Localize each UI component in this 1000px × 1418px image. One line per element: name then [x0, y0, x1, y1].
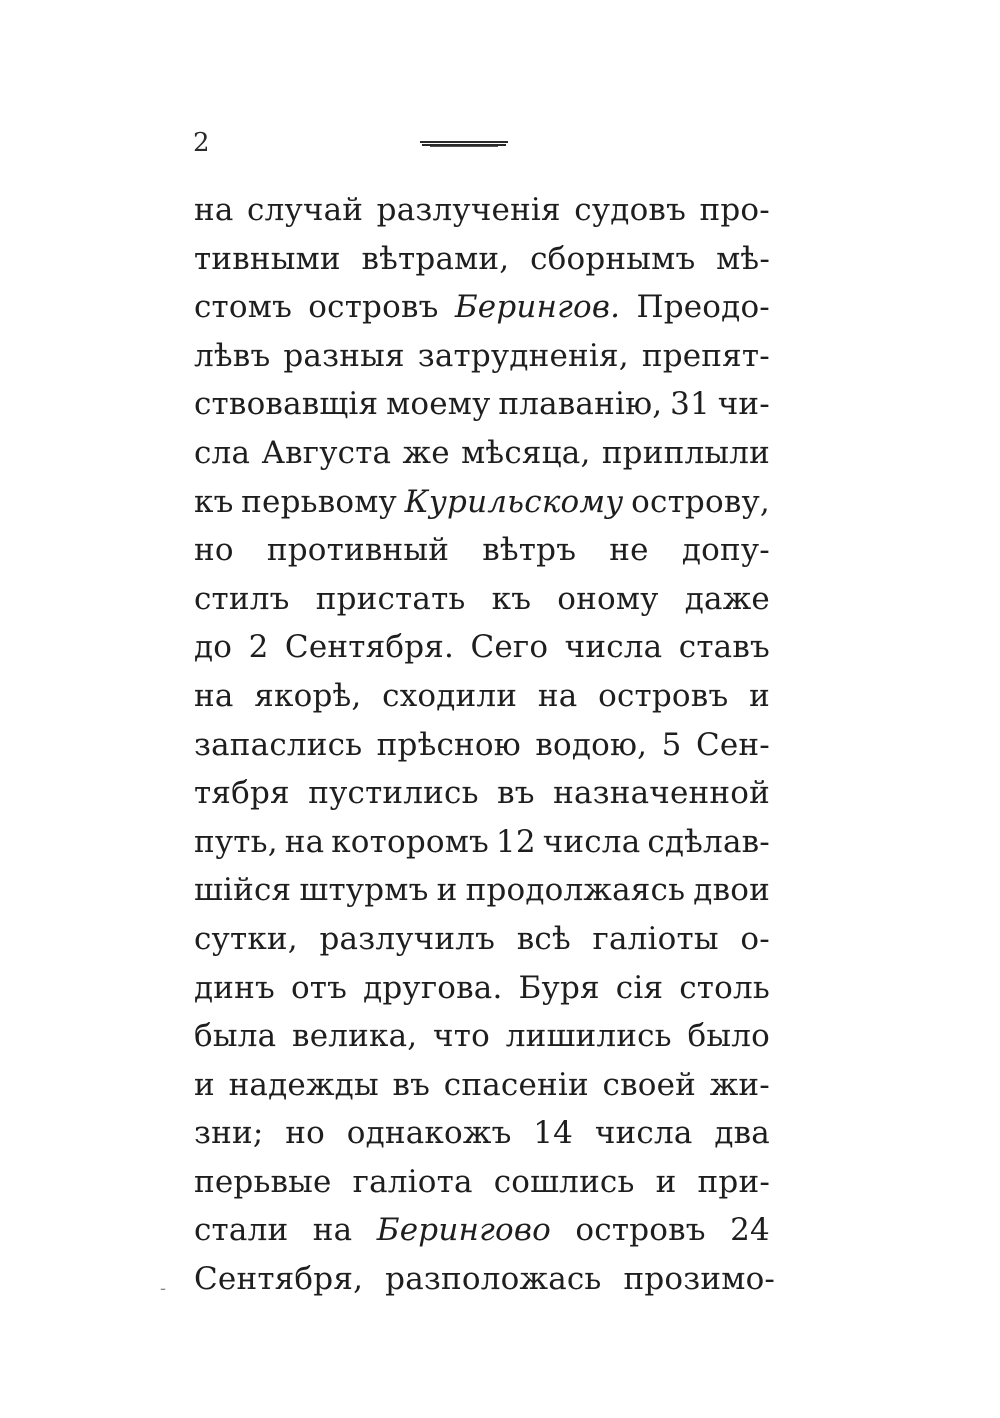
word: Курильскому: [404, 483, 624, 520]
text-line: [194, 866, 770, 915]
page-number: 2: [193, 128, 210, 158]
word: къ: [491, 580, 532, 617]
word: чи-: [717, 386, 770, 423]
word: и: [436, 872, 458, 909]
text-line: [194, 1061, 770, 1110]
word: два: [714, 1115, 770, 1152]
word: числа: [594, 1115, 693, 1152]
word: водою,: [535, 726, 648, 763]
word: разлученія: [376, 192, 561, 228]
text-line: [194, 478, 770, 527]
text-line: [194, 1158, 770, 1207]
word: но: [285, 1115, 325, 1152]
text-line: [194, 672, 770, 721]
word: и: [655, 1163, 677, 1200]
word: сдѣлав-: [647, 823, 770, 860]
word: Сен-: [695, 726, 770, 763]
text-line: [194, 1012, 770, 1061]
margin-mark: -: [160, 1278, 167, 1299]
word: динъ: [194, 969, 275, 1006]
word: которомъ: [331, 823, 489, 860]
word: на: [312, 1212, 353, 1249]
text-line: [194, 1109, 770, 1158]
word: пристать: [315, 580, 466, 617]
word: сборнымъ: [530, 240, 696, 277]
word: велика,: [292, 1018, 418, 1055]
word: случай: [247, 192, 364, 228]
word: затрудненія,: [417, 337, 629, 374]
word: и: [749, 677, 770, 714]
header-ornament: [420, 140, 508, 148]
word: ставъ: [678, 629, 770, 666]
word: плаванію,: [498, 386, 663, 423]
word: однакожъ: [346, 1115, 512, 1152]
word: числа: [564, 629, 663, 666]
text-line: [194, 964, 770, 1013]
word: продолжаясь: [465, 872, 686, 909]
word: Сего: [470, 629, 549, 666]
word: Берингов.: [454, 289, 621, 326]
text-line: [194, 915, 770, 964]
word: Буря: [518, 969, 600, 1006]
word: отъ: [290, 969, 348, 1006]
word: вѣтрами,: [361, 240, 510, 277]
text-line: [194, 235, 770, 284]
word: Сентября.: [284, 629, 455, 666]
body-text: [194, 186, 776, 1304]
word: приплыли: [601, 434, 770, 471]
word: сія: [615, 969, 664, 1006]
word: числа: [542, 823, 641, 860]
word: и: [194, 1066, 215, 1103]
word: мѣ-: [716, 240, 770, 277]
word: перьвые: [194, 1163, 332, 1200]
word: Августа: [261, 434, 392, 471]
word: была: [194, 1018, 277, 1055]
word: галіота: [352, 1163, 473, 1200]
word: зни;: [194, 1115, 264, 1152]
word: что: [433, 1018, 490, 1055]
word: въ: [497, 775, 535, 812]
word: 2: [248, 629, 269, 666]
word: жи-: [709, 1066, 770, 1103]
word: островъ: [575, 1212, 706, 1249]
word: про-: [699, 192, 770, 228]
word: мѣсяца,: [461, 434, 591, 471]
text-line: [194, 575, 770, 624]
word: ствовавщія: [194, 386, 379, 423]
text-line: [194, 283, 770, 332]
word: прѣсною: [376, 726, 521, 763]
text-line: [194, 1206, 770, 1255]
word: оному: [557, 580, 659, 617]
word: Сентября,: [194, 1261, 364, 1298]
word: 24: [730, 1212, 770, 1249]
word: не: [609, 532, 649, 569]
word: на: [194, 192, 234, 228]
word: якорѣ,: [254, 677, 362, 714]
word: стилъ: [194, 580, 290, 617]
word: сошлись: [493, 1163, 635, 1200]
text-line: [194, 429, 770, 478]
word: галіоты: [592, 920, 719, 957]
word: надежды: [228, 1066, 379, 1103]
word: 12: [495, 823, 536, 860]
word: сутки,: [194, 920, 298, 957]
word: тября: [194, 775, 290, 812]
word: лѣвъ: [194, 337, 271, 374]
word: островъ: [308, 289, 439, 326]
word: столь: [679, 969, 770, 1006]
text-line: [194, 1255, 776, 1304]
word: 5: [661, 726, 682, 763]
word: Берингово: [376, 1212, 551, 1249]
word: допу-: [681, 532, 770, 569]
word: 31: [670, 386, 710, 423]
word: до: [194, 629, 233, 666]
word: вѣтръ: [482, 532, 577, 569]
word: Преодо-: [636, 289, 770, 326]
word: спасеніи: [443, 1066, 589, 1103]
word: двои: [693, 872, 770, 909]
word: на: [284, 823, 325, 860]
word: шійся: [194, 872, 292, 909]
text-line: [194, 818, 770, 867]
text-line: [194, 380, 770, 429]
word: на: [194, 677, 234, 714]
word: 14: [533, 1115, 574, 1152]
word: на: [537, 677, 578, 714]
word: своей: [602, 1066, 697, 1103]
word: всѣ: [516, 920, 571, 957]
word: стали: [194, 1212, 289, 1249]
word: разлучилъ: [319, 920, 496, 957]
word: прозимо-: [623, 1261, 776, 1298]
word: лишились: [505, 1018, 672, 1055]
text-line: [194, 623, 770, 672]
word: тивными: [194, 240, 341, 277]
word: даже: [684, 580, 770, 617]
word: другова.: [363, 969, 503, 1006]
word: сла: [194, 434, 251, 471]
word: же: [402, 434, 450, 471]
word: препят-: [641, 337, 770, 374]
word: назначенной: [553, 775, 770, 812]
word: перьвому: [241, 483, 397, 520]
word: запаслись: [194, 726, 363, 763]
text-line: [194, 769, 770, 818]
word: островъ: [598, 677, 729, 714]
word: судовъ: [574, 192, 687, 228]
text-line: [194, 721, 770, 770]
word: разныя: [283, 337, 405, 374]
word: острову,: [631, 483, 770, 520]
word: къ: [194, 483, 234, 520]
text-line: [194, 332, 770, 381]
word: было: [687, 1018, 770, 1055]
text-line: [194, 526, 770, 575]
text-line: [194, 186, 770, 235]
word: моему: [386, 386, 491, 423]
word: въ: [392, 1066, 431, 1103]
word: но: [194, 532, 234, 569]
word: о-: [740, 920, 770, 957]
word: сходили: [382, 677, 518, 714]
word: противный: [266, 532, 450, 569]
word: стомъ: [194, 289, 293, 326]
word: разположась: [385, 1261, 602, 1298]
word: штурмъ: [299, 872, 429, 909]
word: пустились: [308, 775, 479, 812]
word: при-: [697, 1163, 770, 1200]
word: путь,: [194, 823, 278, 860]
